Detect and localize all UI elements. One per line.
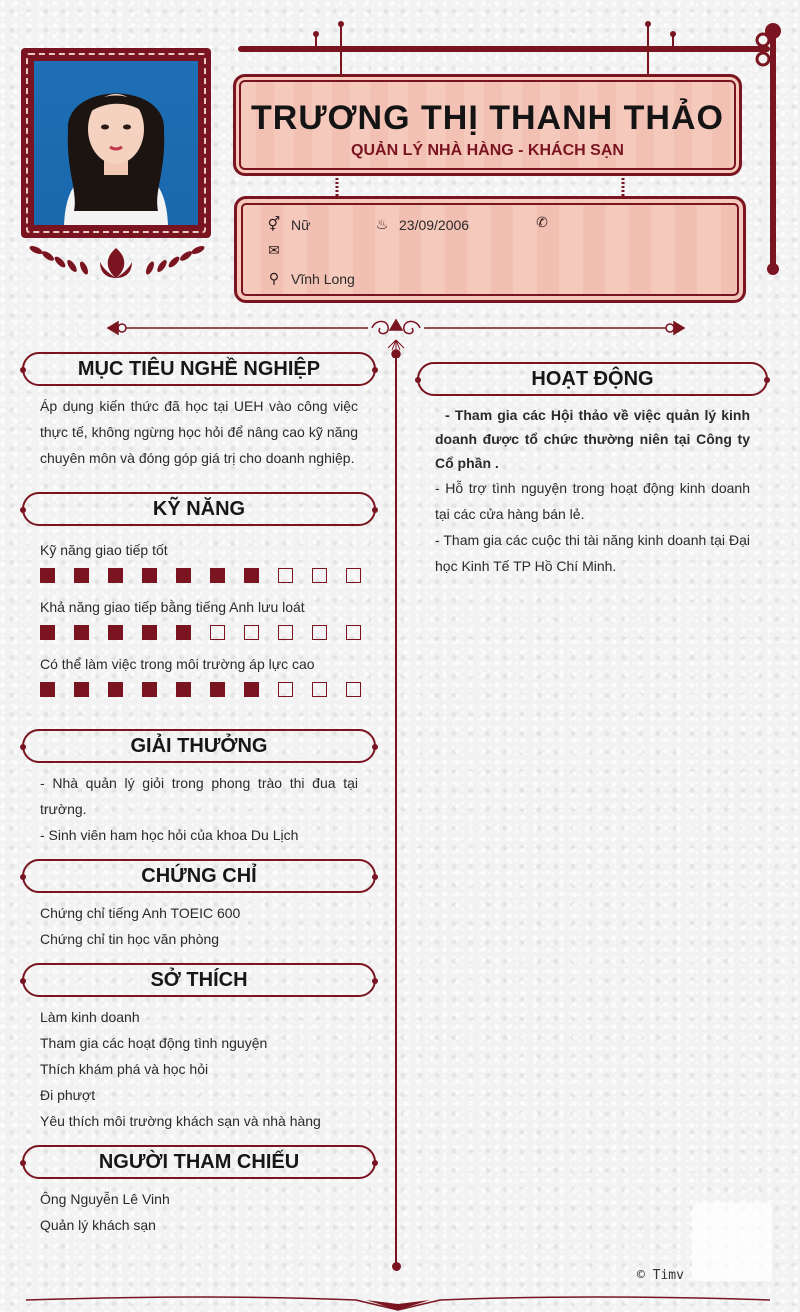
objective-text: Áp dụng kiến thức đã học tại UEH vào công việc thực tế, không ngừng học hỏi để nâng cao kỹ năng chuyên môn và đóng góp giá trị cho doanh nghiệp. [40,398,358,466]
column-divider-end-dot [392,1262,401,1271]
section-header-activities: HOẠT ĐỘNG [417,362,768,396]
reference-item: Ông Nguyễn Lê Vinh [40,1191,170,1207]
bottom-ornament [26,1290,770,1312]
skill-square-empty [278,625,293,640]
skill-square-empty [210,625,225,640]
reference-item: Quản lý khách sạn [40,1217,156,1233]
skill-rating [40,568,361,583]
skill-rating [40,625,361,640]
address-field [265,270,355,287]
skill-square-filled [142,568,157,583]
skill-square-filled [176,625,191,640]
certificate-item: Chứng chỉ tiếng Anh TOEIC 600 [40,905,241,921]
skill-rating [40,682,361,697]
birthday-value: 23/09/2006 [399,216,470,233]
activity-item: - Hỗ trợ tình nguyện trong hoạt động kinh doanh tại các cửa hàng bán lẻ. [435,480,750,522]
skill-square-filled [108,625,123,640]
column-divider [395,350,397,1268]
skill-square-filled [210,568,225,583]
skill-square-empty [312,568,327,583]
award-item: - Nhà quản lý giỏi trong phong trào thi đua tại trường. [40,775,358,817]
skill-square-filled [40,568,55,583]
birthday-field [373,216,469,233]
contact-info-board [234,196,746,303]
hobby-item: Yêu thích môi trường khách sạn và nhà hàng [40,1113,321,1129]
section-header-skills: KỸ NĂNG [22,492,376,526]
skill-square-filled [142,625,157,640]
section-header-references: NGƯỜI THAM CHIẾU [22,1145,376,1179]
phone-icon: ✆ [536,214,548,230]
email-field [265,242,291,259]
watermark-box [692,1203,772,1281]
skill-square-empty [278,682,293,697]
envelope-icon: ✉ [268,242,280,258]
job-title: QUẢN LÝ NHÀ HÀNG - KHÁCH SẠN [351,142,624,159]
skill-square-empty [278,568,293,583]
skill-square-filled [74,682,89,697]
portrait-illustration [34,61,198,225]
address-value: Vĩnh Long [291,270,355,287]
gender-field [265,216,310,233]
gender-icon: ⚥ [267,216,281,232]
gender-value: Nữ [291,216,311,233]
hobby-item: Tham gia các hoạt động tình nguyện [40,1035,268,1051]
skill-square-filled [108,682,123,697]
hobby-item: Thích khám phá và học hỏi [40,1061,209,1077]
skill-square-filled [210,682,225,697]
skill-square-filled [176,682,191,697]
candidate-name: TRƯƠNG THỊ THANH THẢO [251,99,724,137]
section-header-objective: MỤC TIÊU NGHỀ NGHIỆP [22,352,376,386]
skill-square-filled [244,568,259,583]
skill-label: Kỹ năng giao tiếp tốt [40,542,168,558]
skill-square-empty [346,625,361,640]
profile-photo-border [26,53,206,233]
skill-square-empty [312,682,327,697]
section-header-awards: GIẢI THƯỞNG [22,729,376,763]
profile-photo-frame [21,48,211,238]
laurel-ornament [24,240,210,282]
activity-item: - Tham gia các Hội thảo về việc quản lý kinh doanh được tổ chức thường niên tại Công ty Cổ phần . [435,407,754,471]
name-board [233,74,742,176]
skill-square-filled [142,682,157,697]
section-header-certificates: CHỨNG CHỈ [22,859,376,893]
award-item: - Sinh viên ham học hỏi của khoa Du Lịch [40,827,299,843]
skill-square-empty [312,625,327,640]
skill-square-filled [40,625,55,640]
skill-square-empty [244,625,259,640]
skill-label: Khả năng giao tiếp bằng tiếng Anh lưu loát [40,599,305,615]
skill-square-filled [74,625,89,640]
skill-square-filled [244,682,259,697]
skill-square-empty [346,568,361,583]
profile-photo [34,61,198,225]
location-pin-icon: ⚲ [268,270,280,286]
skill-square-empty [346,682,361,697]
skill-square-filled [74,568,89,583]
certificate-item: Chứng chỉ tin học văn phòng [40,931,220,947]
copyright-text: © Timv [637,1268,684,1283]
section-header-hobbies: SỞ THÍCH [22,963,376,997]
hobby-item: Làm kinh doanh [40,1009,140,1025]
phone-field [533,214,559,231]
cake-icon: ♨ [375,216,389,232]
skill-square-filled [108,568,123,583]
activity-item: - Tham gia các cuộc thi tài năng kinh doanh tại Đại học Kinh Tế TP Hồ Chí Minh. [435,532,750,574]
skill-square-filled [40,682,55,697]
skill-label: Có thể làm việc trong môi trường áp lực cao [40,656,315,672]
hobby-item: Đi phượt [40,1087,96,1103]
skill-square-filled [176,568,191,583]
